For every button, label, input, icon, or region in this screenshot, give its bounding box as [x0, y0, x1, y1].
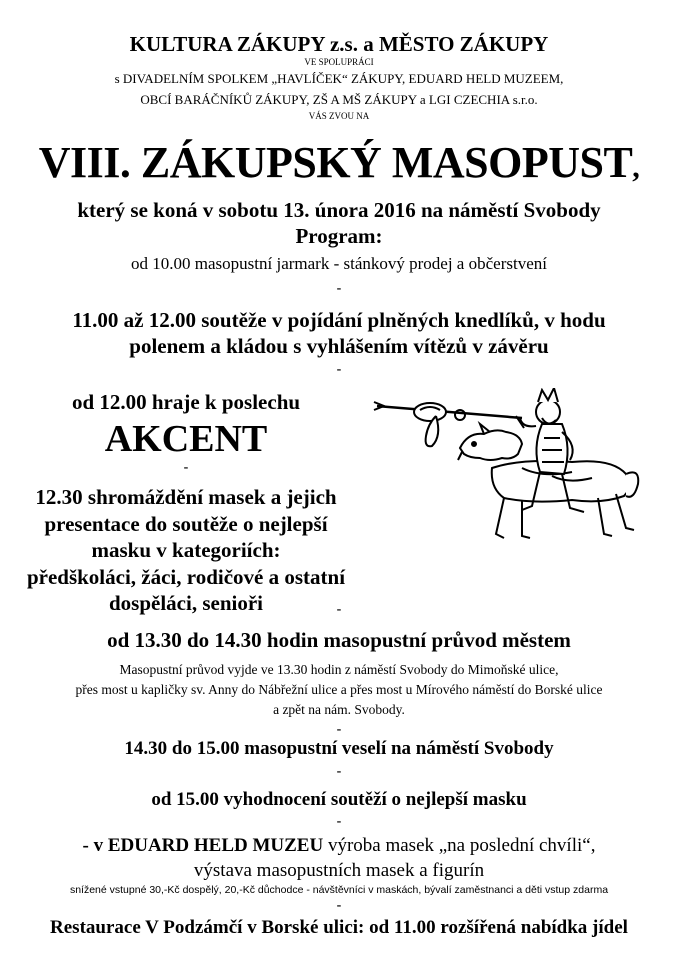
masks-line-3: masku v kategoriích:	[91, 538, 281, 562]
separator: -	[183, 460, 189, 475]
parade-route-line-3: a zpět na nám. Svobody.	[273, 702, 405, 717]
separator: -	[336, 898, 342, 913]
parade-route-line-2: přes most u kapličky sv. Anny do Nábřežní ulice a přes most u Mírového náměstí do Borské ulice	[75, 682, 603, 697]
program-item-contests-line-1: 11.00 až 12.00 soutěže v pojídání plněných knedlíků, v hodu	[72, 308, 606, 332]
program-heading: Program:	[295, 224, 383, 248]
masks-line-2: presentace do soutěže o nejlepší	[44, 511, 328, 536]
band-name: AKCENT	[104, 418, 268, 460]
partners-line-1: s DIVADELNÍM SPOLKEM „HAVLÍČEK“ ZÁKUPY, EDUARD HELD MUZEEM,	[114, 71, 564, 86]
separator: -	[336, 602, 342, 617]
museum-text: výroba masek „na poslední chvíli“,	[323, 835, 596, 856]
event-title: VIII. ZÁKUPSKÝ MASOPUST	[38, 138, 633, 187]
masks-line-1: 12.30 shromáždění masek a jejich	[35, 485, 337, 509]
event-subtitle: který se koná v sobotu 13. února 2016 na náměstí Svobody	[77, 198, 601, 222]
invite-label: VÁS ZVOU NA	[308, 111, 370, 121]
program-item-evaluation: od 15.00 vyhodnocení soutěží o nejlepší masku	[151, 789, 527, 810]
program-item-market: od 10.00 masopustní jarmark - stánkový prodej a občerstvení	[131, 254, 547, 273]
program-item-parade-heading: od 13.30 do 14.30 hodin masopustní průvod městem	[107, 628, 571, 652]
separator: -	[336, 362, 342, 377]
museum-fees: snížené vstupné 30,-Kč dospělý, 20,-Kč důchodce - návštěvníci v maskách, bývalí zaměstnanci a děti vstup zdarma	[69, 884, 609, 896]
event-title-wrap	[0, 137, 678, 188]
museum-line-2: výstava masopustních masek a figurín	[193, 860, 485, 881]
program-item-museum	[0, 835, 678, 857]
program-item-masks	[0, 484, 372, 617]
museum-name: EDUARD HELD MUZEU	[107, 835, 324, 856]
program-item-music: od 12.00 hraje k poslechu	[71, 390, 301, 414]
parade-route-line-1: Masopustní průvod vyjde ve 13.30 hodin z náměstí Svobody do Mimoňské ulice,	[119, 662, 559, 677]
masks-line-4: předškoláci, žáci, rodičové a ostatní	[26, 564, 346, 589]
masopust-rider-illustration	[372, 388, 642, 550]
museum-prefix: - v	[82, 835, 108, 856]
separator: -	[336, 281, 342, 296]
program-item-contests-line-2: polenem a kládou s vyhlášením vítězů v závěru	[129, 334, 549, 358]
partners-line-2: OBCÍ BARÁČNÍKŮ ZÁKUPY, ZŠ A MŠ ZÁKUPY a LGI CZECHIA s.r.o.	[140, 92, 538, 107]
separator: -	[336, 764, 342, 779]
program-item-restaurant: Restaurace V Podzámčí v Borské ulici: od 11.00 rozšířená nabídka jídel	[50, 917, 628, 938]
cooperation-label: VE SPOLUPRÁCI	[304, 57, 374, 67]
separator: -	[336, 722, 342, 737]
masks-line-5: dospěláci, senioři	[108, 591, 263, 615]
event-title-comma: ,	[632, 151, 640, 184]
separator: -	[336, 814, 342, 829]
program-item-fun: 14.30 do 15.00 masopustní veselí na náměstí Svobody	[124, 738, 554, 759]
organizers-heading: KULTURA ZÁKUPY z.s. a MĚSTO ZÁKUPY	[129, 32, 549, 56]
